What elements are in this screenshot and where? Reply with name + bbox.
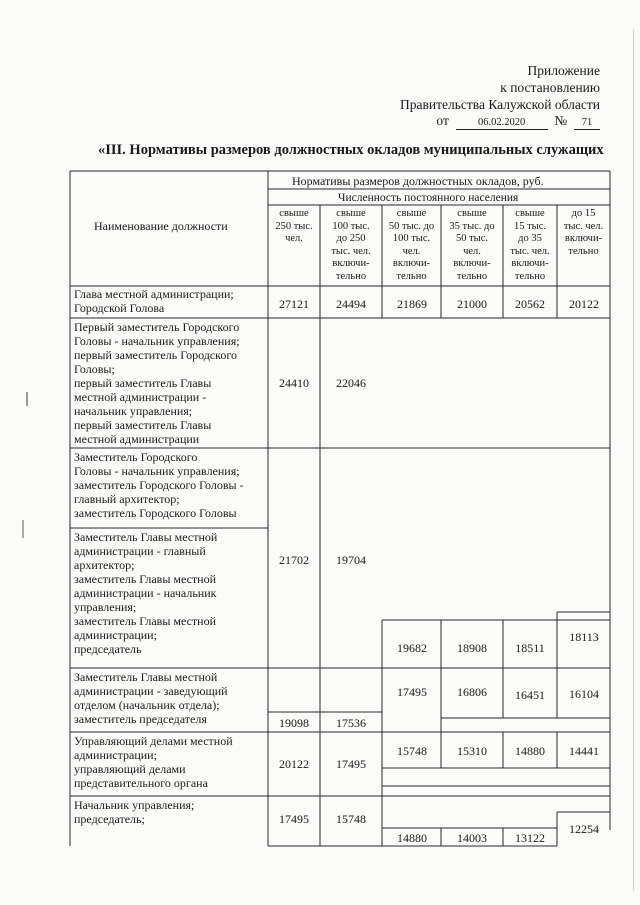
row4-value-1: 21702 [279, 553, 309, 567]
row7-value-1: 17495 [279, 812, 309, 826]
pop-col-header-2: свыше 100 тыс. до 250 тыс. чел. включи- тельно [331, 208, 371, 282]
appendix-label: Приложение [527, 63, 600, 78]
row6-value-3: 15748 [397, 744, 427, 758]
row7-value-6: 12254 [569, 822, 599, 836]
government-label: Правительства Калужской области [399, 97, 600, 112]
row7-name: Начальник управления; председатель; [74, 798, 195, 826]
row1-value-6: 20122 [569, 297, 599, 311]
population-subheader: Численность постоянного населения [338, 192, 519, 204]
pop-col-header-4: свыше 35 тыс. до 50 тыс. чел. включи- тельно [449, 208, 495, 282]
document-title: «III. Нормативы размеров должностных окладов муниципальных служащих [98, 142, 604, 158]
row5-value-6: 16104 [569, 687, 599, 701]
row4-value-2: 19704 [336, 553, 366, 567]
row1-value-3: 21869 [397, 297, 427, 311]
row4-value-3: 19682 [397, 641, 427, 655]
row1-name: Глава местной администрации; Городской Голова [74, 287, 234, 315]
row5-value-2: 17536 [336, 716, 366, 730]
row5-value-1: 19098 [279, 716, 309, 730]
number-value: 71 [574, 116, 600, 130]
row5-name: Заместитель Главы местной администрации - заведующий отделом (начальник отдела); заместитель председателя [74, 670, 228, 726]
row2-value-1: 24410 [279, 376, 309, 390]
date-value: 06.02.2020 [456, 116, 548, 130]
resolution-label: к постановлению [500, 80, 600, 95]
row7-value-4: 14003 [457, 831, 487, 845]
row4-value-5: 18511 [515, 641, 545, 655]
pop-col-header-6: до 15 тыс. чел. включи- тельно [563, 208, 604, 257]
pop-col-header-1: свыше 250 тыс. чел. [275, 208, 313, 244]
row4-value-4: 18908 [457, 641, 487, 655]
row6-value-6: 14441 [569, 744, 599, 758]
row6-name: Управляющий делами местной администрации; управляющий делами представительного органа [74, 734, 233, 790]
row4-value-6: 18113 [569, 630, 599, 644]
row6-value-4: 15310 [457, 744, 487, 758]
column-group-header: Нормативы размеров должностных окладов, руб. [292, 174, 544, 188]
row2-value-2: 22046 [336, 376, 366, 390]
row1-value-5: 20562 [515, 297, 545, 311]
number-label: № [554, 113, 568, 128]
row5-value-5: 16451 [515, 688, 545, 702]
row3-name: Заместитель Городского Головы - начальник управления; заместитель Городского Головы - главный архитектор; заместитель Городского Головы [74, 450, 244, 520]
row1-value-4: 21000 [457, 297, 487, 311]
row7-value-5: 13122 [515, 831, 545, 845]
row6-value-2: 17495 [336, 757, 366, 771]
row6-value-5: 14880 [515, 744, 545, 758]
row7-value-3: 14880 [397, 831, 427, 845]
column-header-position: Наименование должности [94, 219, 228, 233]
row2-name: Первый заместитель Городского Головы - начальник управления; первый заместитель Городского Головы; первый заместитель Главы местной администрации - начальник управления; первый заместитель Главы местной администрации [74, 320, 240, 446]
row5-value-4: 16806 [457, 685, 487, 699]
pop-col-header-3: свыше 50 тыс. до 100 тыс. чел. включи- тельно [388, 208, 435, 282]
row1-value-2: 24494 [336, 297, 366, 311]
row1-value-1: 27121 [279, 297, 309, 311]
row4-name: Заместитель Главы местной администрации - главный архитектор; заместитель Главы местной администрации - начальник управления; заместитель Главы местной администрации; председатель [74, 530, 218, 656]
row5-value-3: 17495 [397, 685, 427, 699]
row6-value-1: 20122 [279, 757, 309, 771]
from-label: от [436, 113, 449, 128]
pop-col-header-5: свыше 15 тыс. до 35 тыс. чел. включи- тельно [510, 208, 550, 282]
row7-value-2: 15748 [336, 812, 366, 826]
